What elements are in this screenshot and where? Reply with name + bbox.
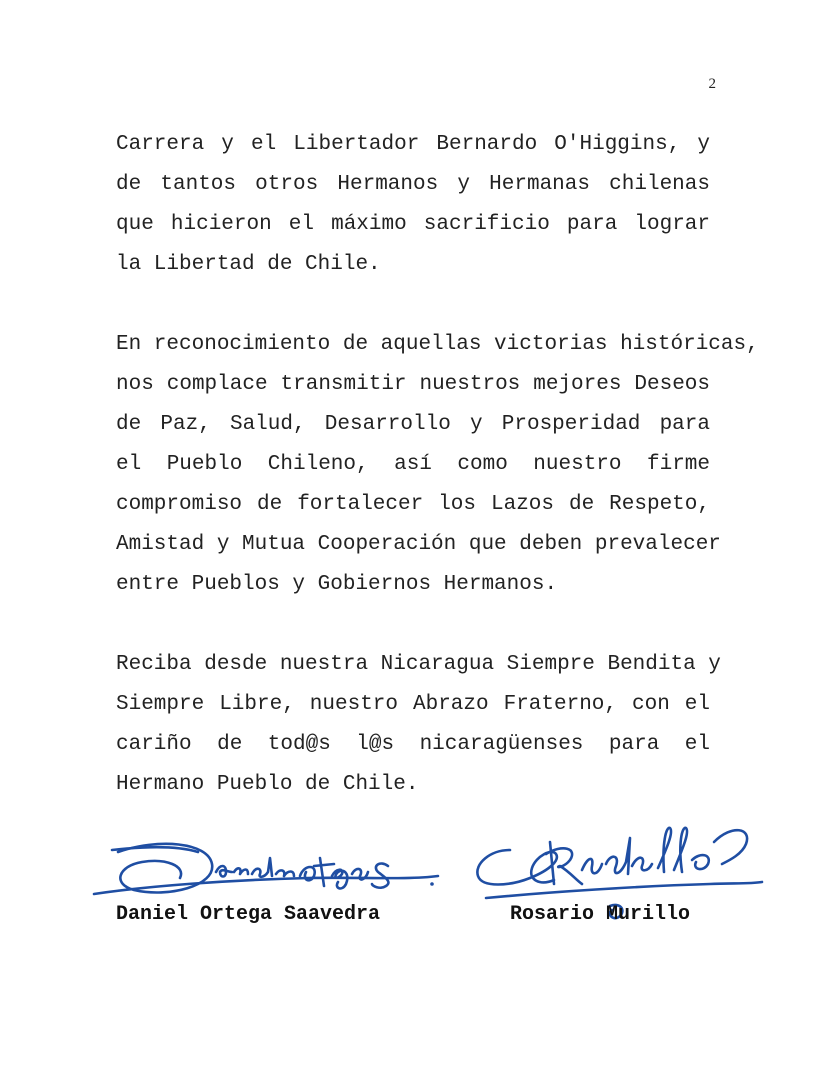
paragraph-line: Amistad y Mutua Cooperación que deben prevalecer: [116, 533, 721, 556]
paragraph-line: Carrera y el Libertador Bernardo O'Higgins, y: [116, 133, 710, 156]
paragraph-line: que hicieron el máximo sacrificio para lograr: [116, 213, 710, 236]
signature-daniel-ortega: [88, 828, 448, 908]
signature-daniel-ortega-graphic: [88, 828, 448, 908]
paragraph-line: entre Pueblos y Gobiernos Hermanos.: [116, 573, 558, 596]
paragraph-line: de tantos otros Hermanos y Hermanas chilenas: [116, 173, 710, 196]
paragraph-line: Hermano Pueblo de Chile.: [116, 773, 419, 796]
paragraph-line: compromiso de fortalecer los Lazos de Respeto,: [116, 493, 710, 516]
paragraph-line: de Paz, Salud, Desarrollo y Prosperidad para: [116, 413, 710, 436]
paragraph-line: el Pueblo Chileno, así como nuestro firme: [116, 453, 710, 476]
paragraph-line: nos complace transmitir nuestros mejores Deseos: [116, 373, 710, 396]
signer-name-daniel-ortega: Daniel Ortega Saavedra: [116, 903, 381, 926]
signer-name-rosario-murillo: Rosario Murillo: [510, 903, 691, 926]
paragraph-line: Reciba desde nuestra Nicaragua Siempre Bendita y: [116, 653, 721, 676]
body-paragraph-2: [116, 330, 759, 610]
paragraph-line: cariño de tod@s l@s nicaragüenses para el: [116, 733, 710, 756]
body-paragraph-1: [116, 130, 710, 290]
paragraph-line: Siempre Libre, nuestro Abrazo Fraterno, con el: [116, 693, 710, 716]
paragraph-line: En reconocimiento de aquellas victorias históricas,: [116, 333, 759, 356]
page-number: 2: [708, 76, 716, 92]
body-paragraph-3: [116, 650, 721, 810]
paragraph-line: la Libertad de Chile.: [116, 253, 381, 276]
